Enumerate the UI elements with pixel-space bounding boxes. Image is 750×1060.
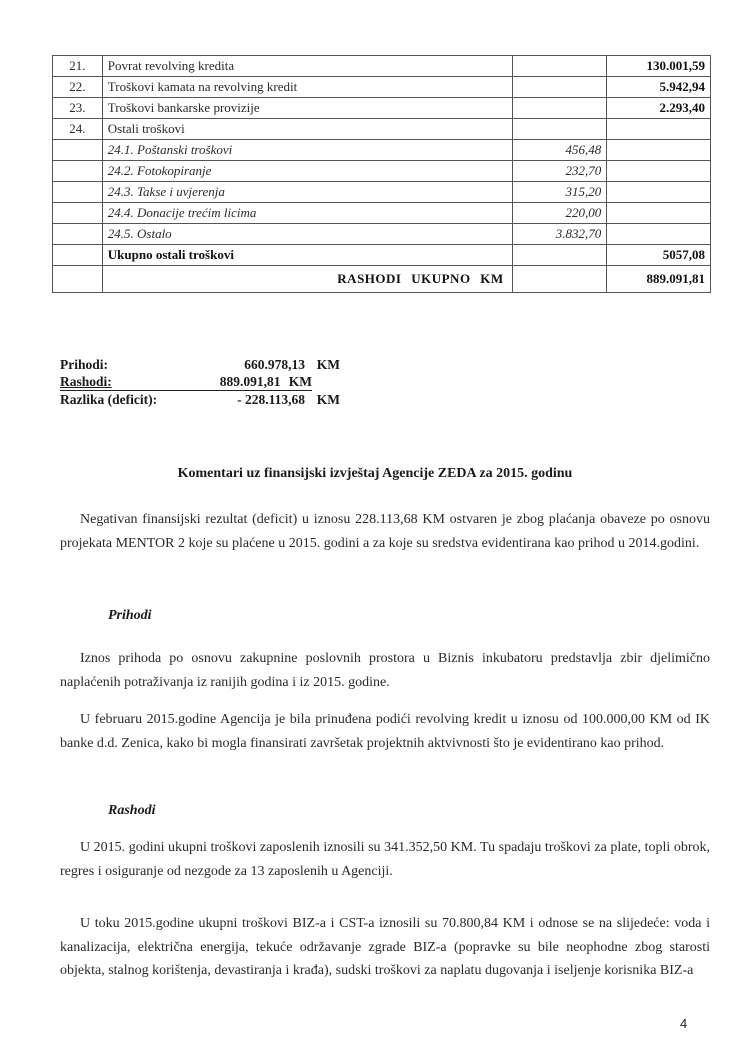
table-row bbox=[53, 77, 711, 98]
row-subamount: 315,20 bbox=[512, 182, 607, 203]
table-row bbox=[53, 140, 711, 161]
row-subamount bbox=[512, 98, 607, 119]
table-row bbox=[53, 56, 711, 77]
financial-summary bbox=[60, 356, 340, 408]
row-total: 130.001,59 bbox=[607, 56, 711, 77]
row-total bbox=[607, 119, 711, 140]
row-subamount bbox=[512, 56, 607, 77]
page-number: 4 bbox=[680, 1016, 688, 1031]
row-subamount bbox=[512, 266, 607, 293]
deficit-value: - 228.113,68 bbox=[237, 392, 305, 407]
row-description: 24.1. Poštanski troškovi bbox=[102, 140, 512, 161]
row-description: Troškovi kamata na revolving kredit bbox=[102, 77, 512, 98]
grand-total-value: 889.091,81 bbox=[607, 266, 711, 293]
income-value: 660.978,13 bbox=[244, 357, 305, 372]
row-total bbox=[607, 203, 711, 224]
expenses-paragraph-2: U toku 2015.godine ukupni troškovi BIZ-a i CST-a iznosili su 70.800,84 KM i odnose se na slijedeće: voda i kanalizacija, električna energija, tekuće održavanje zgrade BIZ-a (popravke su bile neophodne zbog starosti objekta, stalnog korištenja, devastiranja i krađa), sudski troškovi za naplatu dugovanja i iseljenje korisnika BIZ-a bbox=[60, 916, 710, 978]
currency: KM bbox=[316, 357, 340, 372]
row-description: Ukupno ostali troškovi bbox=[102, 245, 512, 266]
row-number bbox=[53, 161, 103, 182]
section-heading: Komentari uz finansijski izvještaj Agencije ZEDA za 2015. godinu bbox=[177, 466, 573, 481]
currency: KM bbox=[288, 374, 312, 389]
intro-paragraph: Negativan finansijski rezultat (deficit) u iznosu 228.113,68 KM ostvaren je zbog plaćanja obaveze po osnovu projekata MENTOR 2 koje su plaćene u 2015. godini a za koje su sredstva evidentirana kao prihod u 2014.godini. bbox=[60, 512, 710, 551]
row-description: 24.5. Ostalo bbox=[102, 224, 512, 245]
row-subamount bbox=[512, 77, 607, 98]
table-row bbox=[53, 119, 711, 140]
row-number bbox=[53, 182, 103, 203]
row-subamount bbox=[512, 245, 607, 266]
row-description: Troškovi bankarske provizije bbox=[102, 98, 512, 119]
row-total: 2.293,40 bbox=[607, 98, 711, 119]
row-number: 23. bbox=[53, 98, 103, 119]
row-number bbox=[53, 203, 103, 224]
row-description: 24.3. Takse i uvjerenja bbox=[102, 182, 512, 203]
grand-total-row bbox=[53, 266, 711, 293]
row-total bbox=[607, 182, 711, 203]
row-subamount: 232,70 bbox=[512, 161, 607, 182]
summary-row-expenses bbox=[60, 373, 312, 391]
table-row bbox=[53, 98, 711, 119]
table-row bbox=[53, 203, 711, 224]
row-number bbox=[53, 245, 103, 266]
row-subamount bbox=[512, 119, 607, 140]
row-description: 24.4. Donacije trećim licima bbox=[102, 203, 512, 224]
income-subheading: Prihodi bbox=[108, 608, 152, 623]
row-number bbox=[53, 224, 103, 245]
row-number: 22. bbox=[53, 77, 103, 98]
table-row bbox=[53, 161, 711, 182]
table-row bbox=[53, 245, 711, 266]
row-total bbox=[607, 140, 711, 161]
row-number: 21. bbox=[53, 56, 103, 77]
row-description: Povrat revolving kredita bbox=[102, 56, 512, 77]
expenses-subheading: Rashodi bbox=[108, 803, 156, 818]
table-row bbox=[53, 182, 711, 203]
expenses-value: 889.091,81 bbox=[219, 374, 281, 389]
row-subamount: 3.832,70 bbox=[512, 224, 607, 245]
expenses-table bbox=[52, 55, 711, 293]
currency: KM bbox=[316, 392, 340, 407]
row-number: 24. bbox=[53, 119, 103, 140]
deficit-label: Razlika (deficit): bbox=[60, 392, 158, 407]
row-total bbox=[607, 161, 711, 182]
row-total bbox=[607, 224, 711, 245]
expenses-label: Rashodi: bbox=[60, 374, 112, 389]
income-paragraph-1: Iznos prihoda po osnovu zakupnine poslovnih prostora u Biznis inkubatoru predstavlja zbir djelimično naplaćenih potraživanja iz ranijih godina i iz 2015. godine. bbox=[60, 651, 710, 690]
row-number bbox=[53, 266, 103, 293]
summary-row-deficit bbox=[60, 391, 340, 408]
row-description: 24.2. Fotokopiranje bbox=[102, 161, 512, 182]
income-label: Prihodi: bbox=[60, 357, 109, 372]
row-subamount: 220,00 bbox=[512, 203, 607, 224]
grand-total-label: RASHODI UKUPNO KM bbox=[102, 266, 512, 293]
table-row bbox=[53, 224, 711, 245]
row-description: Ostali troškovi bbox=[102, 119, 512, 140]
income-paragraph-2: U februaru 2015.godine Agencija je bila prinuđena podići revolving kredit u iznosu od 100.000,00 KM od IK banke d.d. Zenica, kako bi mogla finansirati završetak projektnih aktvivnosti što je evidentirano kao prihod. bbox=[60, 712, 710, 751]
row-number bbox=[53, 140, 103, 161]
row-total: 5057,08 bbox=[607, 245, 711, 266]
row-total: 5.942,94 bbox=[607, 77, 711, 98]
row-subamount: 456,48 bbox=[512, 140, 607, 161]
expenses-paragraph-1: U 2015. godini ukupni troškovi zaposlenih iznosili su 341.352,50 KM. Tu spadaju troškovi za plate, topli obrok, regres i osiguranje od nezgode za 13 zaposlenih u Agenciji. bbox=[60, 840, 710, 879]
summary-row-income bbox=[60, 356, 340, 373]
